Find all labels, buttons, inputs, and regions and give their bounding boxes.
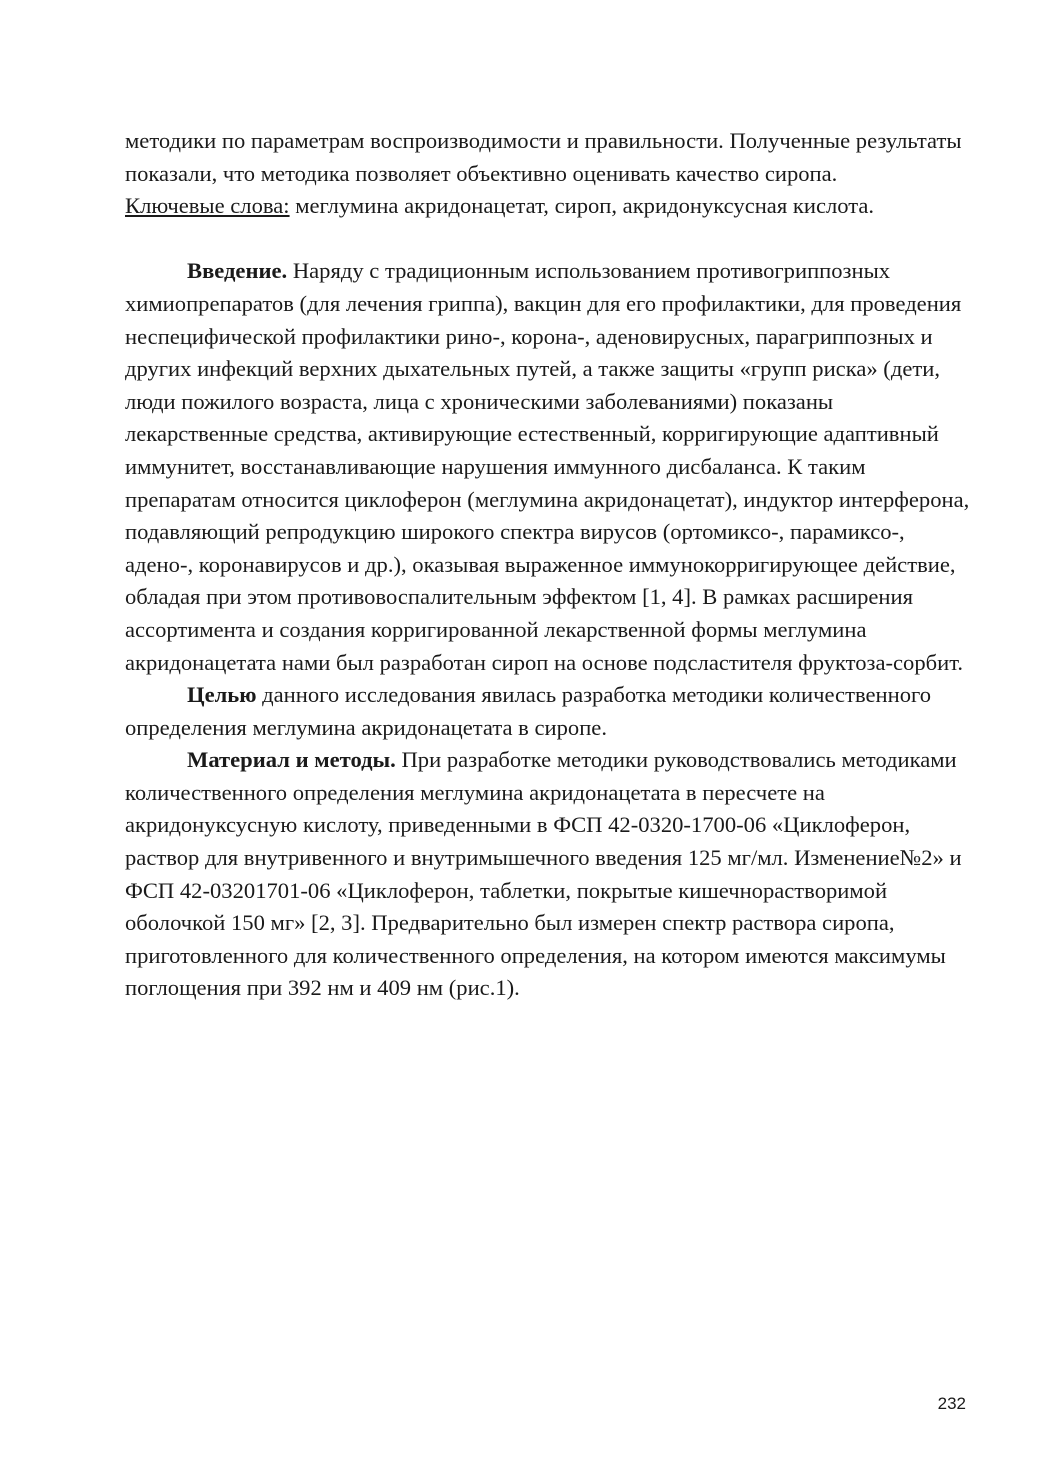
keywords-paragraph [125, 190, 975, 223]
abstract-tail-text: методики по параметрам воспроизводимости и правильности. Полученные результаты показали, что методика позволяет объективно оценивать качество сиропа. [125, 128, 962, 186]
methods-text: При разработке методики руководствовались методиками количественного определения меглумина акридонацетата в пересчете на акридонуксусную кислоту, приведенными в ФСП 42-0320-1700-06 «Циклоферон, раствор для внутривенного и внутримышечного введения 125 мг/мл. Изменение№2» и ФСП 42-03201701-06 «Циклоферон, таблетки, покрытые кишечнорастворимой оболочкой 150 мг» [2, 3]. Предварительно был измерен спектр раствора сиропа, приготовленного для количественного определения, на котором имеются максимумы поглощения при 392 нм и 409 нм (рис.1). [125, 747, 962, 1001]
keywords-label: Ключевые слова: [125, 193, 290, 219]
methods-heading: Материал и методы. [187, 747, 396, 773]
introduction-text: Наряду с традиционным использованием противогриппозных химиопрепаратов (для лечения гриппа), вакцин для его профилактики, для проведения неспецифической профилактики рино-, корона-, аденовирусных, парагриппозных и других инфекций верхних дыхательных путей, а также защиты «групп риска» (дети, люди пожилого возраста, лица с хроническими заболеваниями) показаны лекарственные средства, активирующие естественный, корригирующие адаптивный иммунитет, восстанавливающие нарушения иммунного дисбаланса. К таким препаратам относится циклоферон (меглумина акридонацетат), индуктор интерферона, подавляющий репродукцию широкого спектра вирусов (ортомиксо-, парамиксо-, адено-, коронавирусов и др.), оказывая выраженное иммунокорригирующее действие, обладая при этом противовоспалительным эффектом [1, 4]. В рамках расширения ассортимента и создания корригированной лекарственной формы меглумина акридонацетата нами был разработан сироп на основе подсластителя фруктоза-сорбит. [125, 258, 970, 675]
aim-heading: Целью [187, 682, 257, 708]
aim-paragraph [125, 679, 975, 744]
introduction-heading: Введение. [187, 258, 288, 284]
introduction-paragraph [125, 255, 975, 679]
methods-paragraph [125, 744, 975, 1005]
keywords-text: меглумина акридонацетат, сироп, акридонуксусная кислота. [289, 193, 875, 219]
body-text [125, 125, 975, 1005]
aim-text: данного исследования явилась разработка методики количественного определения меглумина акридонацетата в сиропе. [125, 682, 932, 740]
paragraph-spacer [125, 223, 975, 256]
page-number: 232 [937, 1394, 966, 1413]
abstract-tail-paragraph [125, 125, 975, 190]
